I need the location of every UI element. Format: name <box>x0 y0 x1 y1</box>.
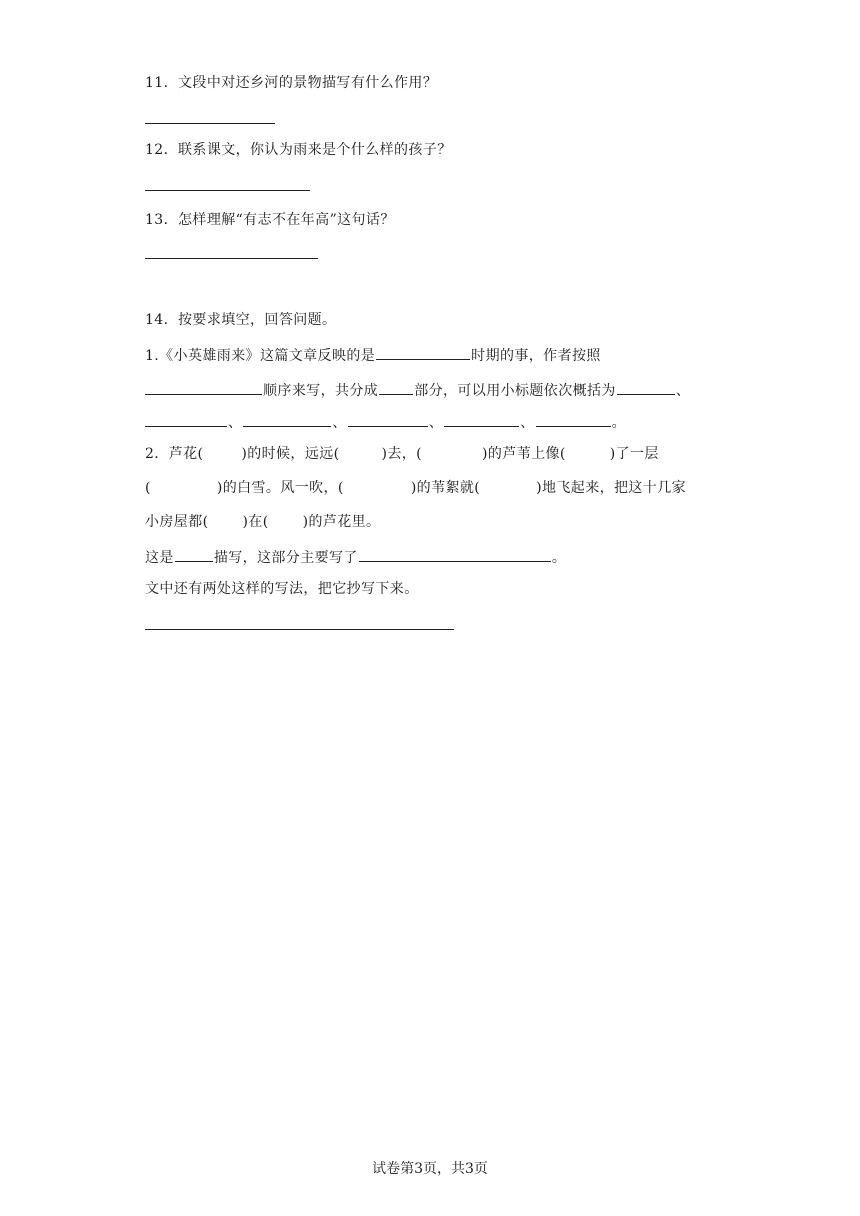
q14-p2-text-h: )的苇絮就( <box>410 480 481 496</box>
q14-part1-line3 <box>145 412 626 432</box>
q14-part2-line3 <box>145 513 380 531</box>
answer-line-13[interactable] <box>145 258 318 259</box>
page-footer: 试卷第3页，共3页 <box>372 1161 488 1177</box>
blank-part-count[interactable] <box>379 380 413 395</box>
q14-p2-text-b: )的时候，远远( <box>241 446 340 462</box>
blank-era[interactable] <box>376 345 470 360</box>
q14-part4: 文中还有两处这样的写法，把它抄写下来。 <box>145 581 419 597</box>
blank-main-content[interactable] <box>359 547 551 562</box>
question-13: 13．怎样理解“有志不在年高”这句话？ <box>145 212 395 228</box>
blank-subtitle-4[interactable] <box>348 412 428 427</box>
q14-part1-line1 <box>145 345 601 365</box>
q14-p2-text-a: 2．芦花( <box>145 446 204 462</box>
q14-p2-text-d: )的芦苇上像( <box>482 446 566 462</box>
separator: 、 <box>332 415 347 431</box>
q14-p1-end: 。 <box>611 415 627 431</box>
blank-subtitle-2[interactable] <box>145 412 227 427</box>
separator: 、 <box>428 415 444 431</box>
blank-description-type[interactable] <box>175 547 213 562</box>
q14-p3-text-c: 。 <box>551 550 567 566</box>
question-14-title: 14．按要求填空，回答问题。 <box>145 312 337 328</box>
q14-p3-text-a: 这是 <box>145 550 174 566</box>
q14-p1-text-c: 顺序来写，共分成 <box>263 383 379 399</box>
q14-part2-line1 <box>145 445 659 463</box>
question-12: 12．联系课文，你认为雨来是个什么样的孩子？ <box>145 142 452 158</box>
blank-subtitle-5[interactable] <box>444 412 519 427</box>
q14-p2-text-l: )的芦花里。 <box>302 514 381 530</box>
separator: 、 <box>228 415 243 431</box>
blank-order[interactable] <box>145 380 262 395</box>
separator: 、 <box>520 415 535 431</box>
q14-p1-text-d: 部分，可以用小标题依次概括为 <box>414 383 616 399</box>
answer-line-14[interactable] <box>145 629 454 630</box>
q14-p1-text-a: 1.《小英雄雨来》这篇文章反映的是 <box>145 348 376 364</box>
question-11: 11．文段中对还乡河的景物描写有什么作用？ <box>145 75 438 91</box>
q14-part3 <box>145 547 566 567</box>
q14-p2-text-k: )在( <box>242 514 269 530</box>
q14-p1-text-b: 时期的事，作者按照 <box>471 348 601 364</box>
answer-line-11[interactable] <box>145 123 275 124</box>
q14-p2-text-e: )了一层 <box>609 446 659 462</box>
q14-p2-text-c: )去，( <box>381 446 423 462</box>
q14-p2-text-g: )的白雪。风一吹，( <box>216 480 344 496</box>
answer-line-12[interactable] <box>145 190 310 191</box>
q14-p3-text-b: 描写，这部分主要写了 <box>213 550 358 566</box>
q14-p1-sep: 、 <box>675 383 691 399</box>
blank-subtitle-3[interactable] <box>243 412 331 427</box>
q14-p2-text-j: 小房屋都( <box>145 514 209 530</box>
q14-p2-text-f: ( <box>145 480 151 496</box>
blank-subtitle-1[interactable] <box>617 380 675 395</box>
q14-part2-line2 <box>145 479 686 497</box>
q14-part1-line2 <box>145 380 690 400</box>
q14-p2-text-i: )地飞起来，把这十几家 <box>536 480 687 496</box>
blank-subtitle-6[interactable] <box>536 412 611 427</box>
